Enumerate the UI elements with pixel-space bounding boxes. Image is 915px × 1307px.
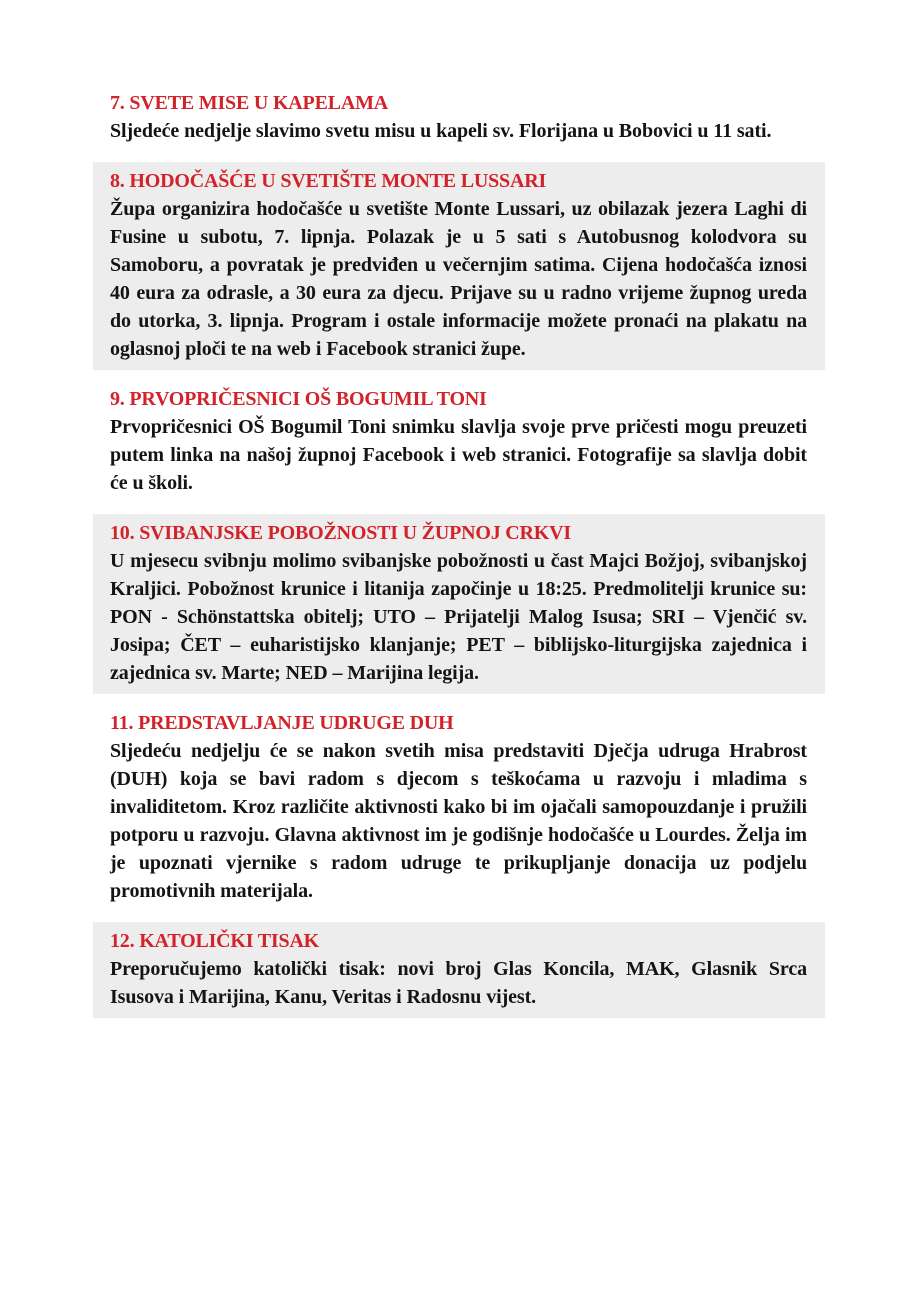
- section-hodocasce-monte-lussari: [93, 162, 825, 370]
- section-body: Sljedeće nedjelje slavimo svetu misu u kapeli sv. Florijana u Bobovici u 11 sati.: [110, 120, 772, 142]
- section-heading: 10. SVIBANJSKE POBOŽNOSTI U ŽUPNOJ CRKVI: [110, 522, 571, 544]
- section-body: Prvopričesnici OŠ Bogumil Toni snimku slavlja svoje prve pričesti mogu preuzeti putem linka na našoj župnoj Facebook i web stranici. Fotografije sa slavlja dobit će u školi.: [110, 416, 807, 494]
- section-prvopricesnici-os-bogumil-toni: [93, 380, 825, 504]
- section-heading: 8. HODOČAŠĆE U SVETIŠTE MONTE LUSSARI: [110, 170, 547, 192]
- section-katolicki-tisak: [93, 922, 825, 1018]
- section-heading: 9. PRVOPRIČESNICI OŠ BOGUMIL TONI: [110, 388, 487, 410]
- section-heading: 11. PREDSTAVLJANJE UDRUGE DUH: [110, 712, 454, 734]
- section-body: Preporučujemo katolički tisak: novi broj Glas Koncila, MAK, Glasnik Srca Isusova i Marijina, Kanu, Veritas i Radosnu vijest.: [110, 958, 807, 1008]
- section-body: Župa organizira hodočašće u svetište Monte Lussari, uz obilazak jezera Laghi di Fusine u subotu, 7. lipnja. Polazak je u 5 sati s Autobusnog kolodvora su Samoboru, a povratak je predviđen u večernjim satima. Cijena hodočašća iznosi 40 eura za odrasle, a 30 eura za djecu. Prijave su u radno vrijeme župnog ureda do utorka, 3. lipnja. Program i ostale informacije možete pronaći na plakatu na oglasnoj ploči te na web i Facebook stranici župe.: [110, 198, 807, 360]
- section-body: U mjesecu svibnju molimo svibanjske pobožnosti u čast Majci Božjoj, svibanjskoj Kraljici. Pobožnost krunice i litanija započinje u 18:25. Predmolitelji krunice su: PON - Schönstattska obitelj; UTO – Prijatelji Malog Isusa; SRI – Vjenčić sv. Josipa; ČET – euharistijsko klanjanje; PET – biblijsko-liturgijska zajednica i zajednica sv. Marte; NED – Marijina legija.: [110, 550, 807, 684]
- section-predstavljanje-udruge-duh: [93, 704, 825, 912]
- section-svibanjske-poboznosti: [93, 514, 825, 694]
- section-body: Sljedeću nedjelju će se nakon svetih misa predstaviti Dječja udruga Hrabrost (DUH) koja se bavi radom s djecom s teškoćama u razvoju i mladima s invaliditetom. Kroz različite aktivnosti kako bi im ojačali samopouzdanje i pružili potporu u razvoju. Glavna aktivnost im je godišnje hodočašće u Lourdes. Želja im je upoznati vjernike s radom udruge te prikupljanje donacija uz podjelu promotivnih materijala.: [110, 740, 807, 902]
- section-svete-mise-u-kapelama: [93, 84, 825, 152]
- section-heading: 12. KATOLIČKI TISAK: [110, 930, 320, 952]
- section-heading: 7. SVETE MISE U KAPELAMA: [110, 92, 389, 114]
